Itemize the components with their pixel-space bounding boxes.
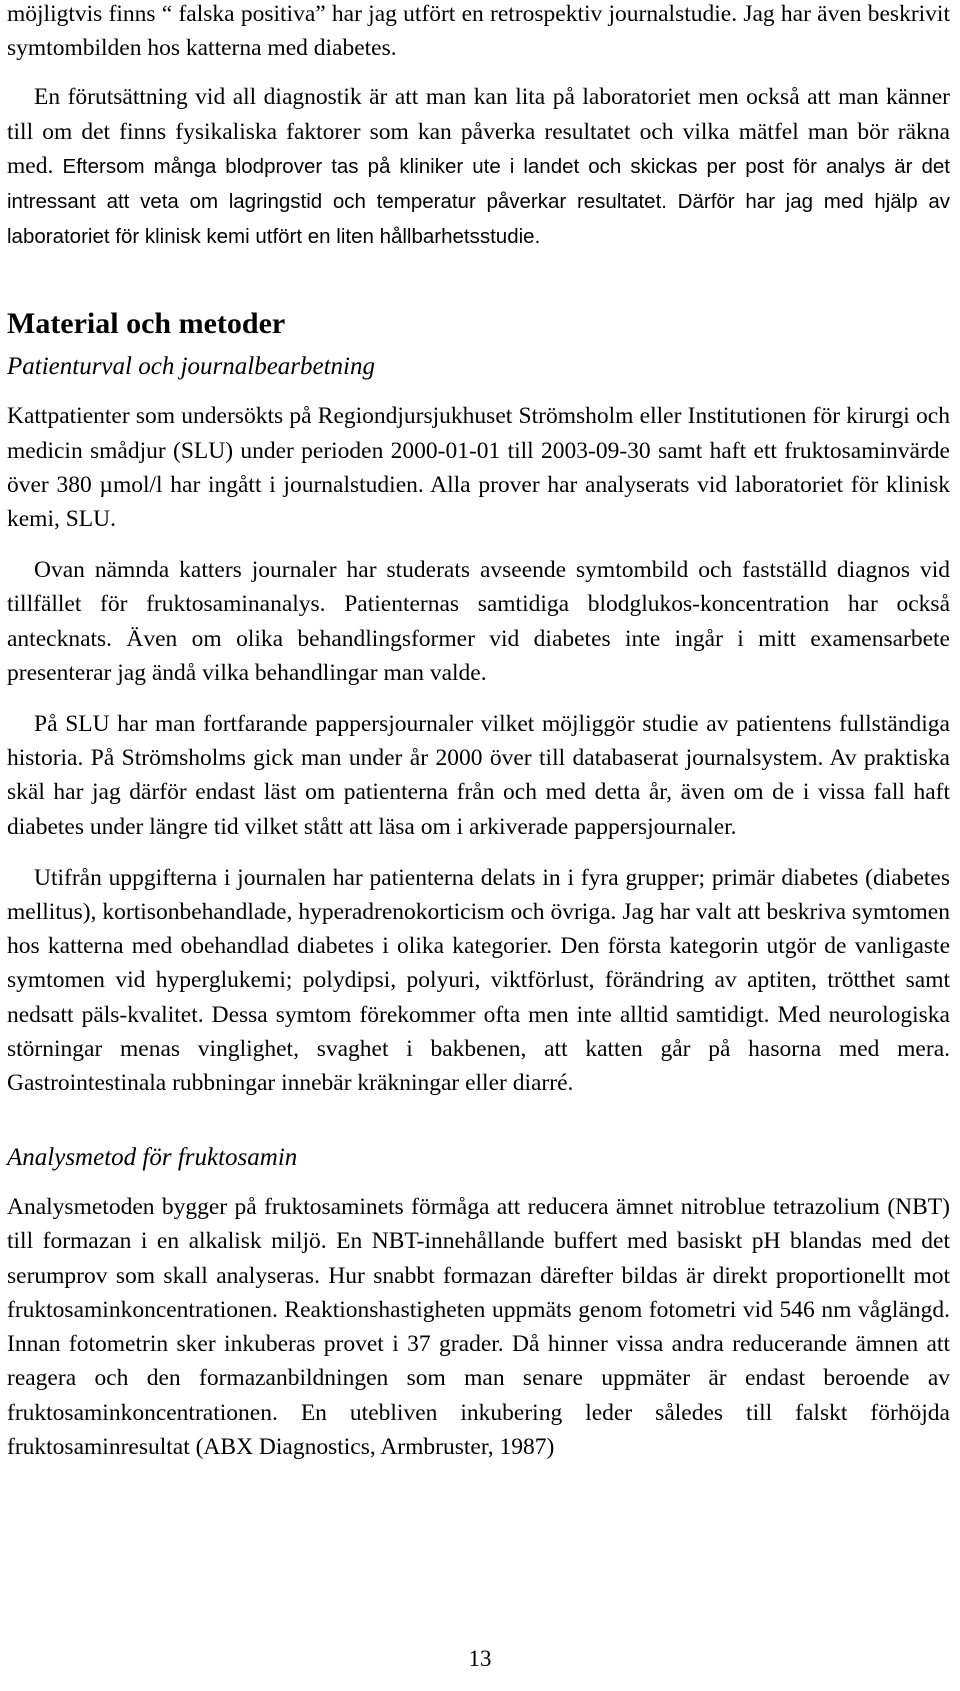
intro-paragraph-2	[7, 80, 950, 254]
intro-paragraph-1-text-a: möjligtvis finns “ falska positiva” har jag utfört en retrospektiv journalstudie.	[7, 1, 744, 27]
intro-paragraph-2-text-b: Eftersom många blodprover tas på kliniker ute i landet och skickas per post för analys är det intressant att veta om lagringstid och temperatur påverkar resultatet. Därför har jag med hjälp av laboratoriet för klinisk kemi utfört en liten hållbarhetsstudie.	[7, 154, 950, 249]
section1-paragraph-3: På SLU har man fortfarande pappersjournaler vilket möjliggör studie av patientens fullständiga historia. På Strömsholms gick man under år 2000 över till databaserat journalsystem. Av praktiska skäl har jag därför endast läst om patienterna från och med detta år, även om de i vissa fall haft diabetes under längre tid vilket stått att läsa om i arkiverade pappersjournaler.	[7, 711, 950, 840]
subheading-patienturval: Patienturval och journalbearbetning	[7, 353, 376, 381]
page-number: 13	[468, 1646, 492, 1671]
section2-paragraph-1: Analysmetoden bygger på fruktosaminets förmåga att reducera ämnet nitroblue tetrazolium (NBT) till formazan i en alkalisk miljö. En NBT-innehållande buffert med basiskt pH blandas med det serumprov som skall analyseras. Hur snabbt formazan därefter bildas är direkt proportionellt mot fruktosaminkoncentrationen. Reaktionshastigheten uppmäts genom fotometri vid 546 nm våglängd. Innan fotometrin sker inkuberas provet i 37 grader. Då hinner vissa andra reducerande ämnen att reagera och den formazanbildningen som man senare uppmäter är endast beroende av fruktosaminkoncentrationen. En utebliven inkubering leder således till falskt förhöjda fruktosaminresultat (ABX Diagnostics, Armbruster, 1987)	[7, 1194, 950, 1460]
section1-paragraph-2: Ovan nämnda katters journaler har studerats avseende symtombild och fastställd diagnos vid tillfället för fruktosaminanalys. Patienternas samtidiga blodglukos-koncentration har också antecknats. Även om olika behandlingsformer vid diabetes inte ingår i mitt examensarbete presenterar jag ändå vilka behandlingar man valde.	[7, 557, 950, 686]
intro-paragraph-1	[7, 0, 950, 65]
document-page	[7, 0, 950, 1464]
subheading-analysmetod: Analysmetod för fruktosamin	[7, 1144, 298, 1172]
section-heading-material: Material och metoder	[7, 307, 286, 341]
intro-paragraph-1-text-b: Jag har även beskrivit symtombilden hos katterna med diabetes.	[7, 1, 950, 62]
section1-paragraph-4: Utifrån uppgifterna i journalen har patienterna delats in i fyra grupper; primär diabetes (diabetes mellitus), kortisonbehandlade, hyperadrenokorticism och övriga. Jag har valt att beskriva symtomen hos katterna med obehandlad diabetes i olika kategorier. Den första kategorin utgör de vanligaste symtomen vid hyperglukemi; polydipsi, polyuri, viktförlust, förändring av aptiten, trötthet samt nedsatt päls-kvalitet. Dessa symtom förekommer ofta men inte alltid samtidigt. Med neurologiska störningar menas vinglighet, svaghet i bakbenen, att katten går på hasorna med mera. Gastrointestinala rubbningar innebär kräkningar eller diarré.	[7, 864, 950, 1097]
section1-paragraph-1: Kattpatienter som undersökts på Regiondjursjukhuset Strömsholm eller Institutionen för kirurgi och medicin smådjur (SLU) under perioden 2000-01-01 till 2003-09-30 samt haft ett fruktosaminvärde över 380 µmol/l har ingått i journalstudien. Alla prover har analyserats vid laboratoriet för klinisk kemi, SLU.	[7, 403, 950, 533]
intro-paragraph-2-text-a: En förutsättning vid all diagnostik är att man kan lita på laboratoriet men också att man känner till om det finns fysikaliska faktorer som kan påverka resultatet och vilka mätfel man bör räkna med.	[7, 84, 950, 179]
